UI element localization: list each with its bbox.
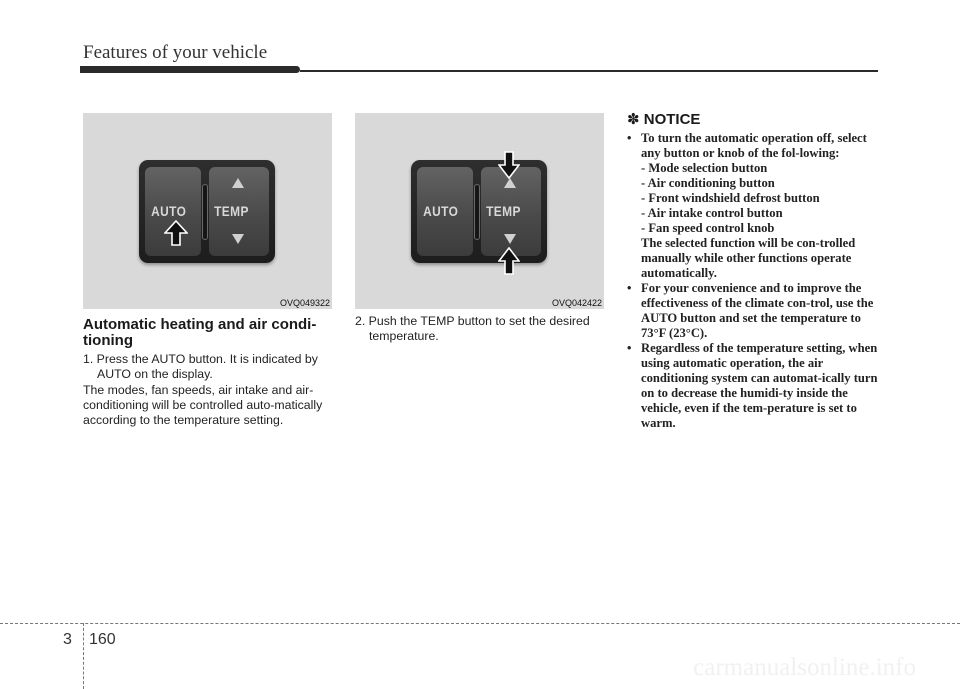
header-bar xyxy=(80,66,300,73)
temp-label: TEMP xyxy=(486,203,521,219)
bullet-dot: • xyxy=(627,281,632,295)
notice-bullet-3 xyxy=(627,341,881,431)
page-header-title: Features of your vehicle xyxy=(83,42,268,63)
step-2-text: 2. Push the TEMP button to set the desired temperature. xyxy=(355,314,590,343)
climate-control-panel xyxy=(139,160,275,263)
notice-bullet-2-text: For your convenience and to improve the effectiveness of the climate con-trol, use the AUTO button and set the temperature to 73°F (23°C). xyxy=(641,281,874,340)
notice-title: ✽ NOTICE xyxy=(627,111,701,128)
triangle-up-icon xyxy=(504,178,516,188)
step-1-text: 1. Press the AUTO button. It is indicated by AUTO on the display. xyxy=(83,352,318,381)
indicator-slot xyxy=(202,184,208,240)
figure-code: OVQ049322 xyxy=(279,298,330,308)
notice-list-item: - Fan speed control knob xyxy=(641,221,775,235)
figure-temp-button xyxy=(355,113,604,309)
notice-list-item: - Mode selection button xyxy=(641,161,768,175)
triangle-down-icon xyxy=(504,234,516,244)
notice-bullet-1 xyxy=(627,131,881,281)
notice-bullet-2 xyxy=(627,281,881,341)
notice-list-item: - Air intake control button xyxy=(641,206,783,220)
triangle-up-icon xyxy=(232,178,244,188)
bullet-dot: • xyxy=(627,131,632,145)
arrow-up-icon xyxy=(498,247,520,275)
arrow-down-icon xyxy=(498,151,520,179)
notice-body xyxy=(627,131,881,431)
bullet-dot: • xyxy=(627,341,632,355)
notice-bullet-1-outro: The selected function will be con-trolled manually while other functions operate automatically. xyxy=(641,236,856,280)
auto-label: AUTO xyxy=(151,203,187,219)
auto-label: AUTO xyxy=(423,203,459,219)
header-rule xyxy=(300,70,878,72)
section-heading: Automatic heating and air condi-tioning xyxy=(83,316,317,349)
figure-code: OVQ042422 xyxy=(551,298,602,308)
notice-bullet-3-text: Regardless of the temperature setting, when using automatic operation, the air conditioning system can automat-ically turn on to decrease the humidi-ty inside the vehicle, even if the tem-perature is set to warm. xyxy=(641,341,878,430)
watermark: carmanualsonline.info xyxy=(693,654,916,681)
temp-label: TEMP xyxy=(214,203,249,219)
notice-list-item: - Air conditioning button xyxy=(641,176,775,190)
footer-rule xyxy=(0,623,960,624)
notice-bullet-1-intro: To turn the automatic operation off, select any button or knob of the fol-lowing: xyxy=(641,131,867,160)
figure-auto-button xyxy=(83,113,332,309)
chapter-number: 3 xyxy=(63,631,72,648)
arrow-up-icon xyxy=(164,220,188,246)
climate-control-panel xyxy=(411,160,547,263)
body-paragraph: The modes, fan speeds, air intake and air-conditioning will be controlled auto-matically according to the temperature setting. xyxy=(83,383,323,427)
page-number: 160 xyxy=(89,631,116,648)
footer-vertical-rule xyxy=(83,623,84,689)
indicator-slot xyxy=(474,184,480,240)
notice-list-item: - Front windshield defrost button xyxy=(641,191,820,205)
triangle-down-icon xyxy=(232,234,244,244)
